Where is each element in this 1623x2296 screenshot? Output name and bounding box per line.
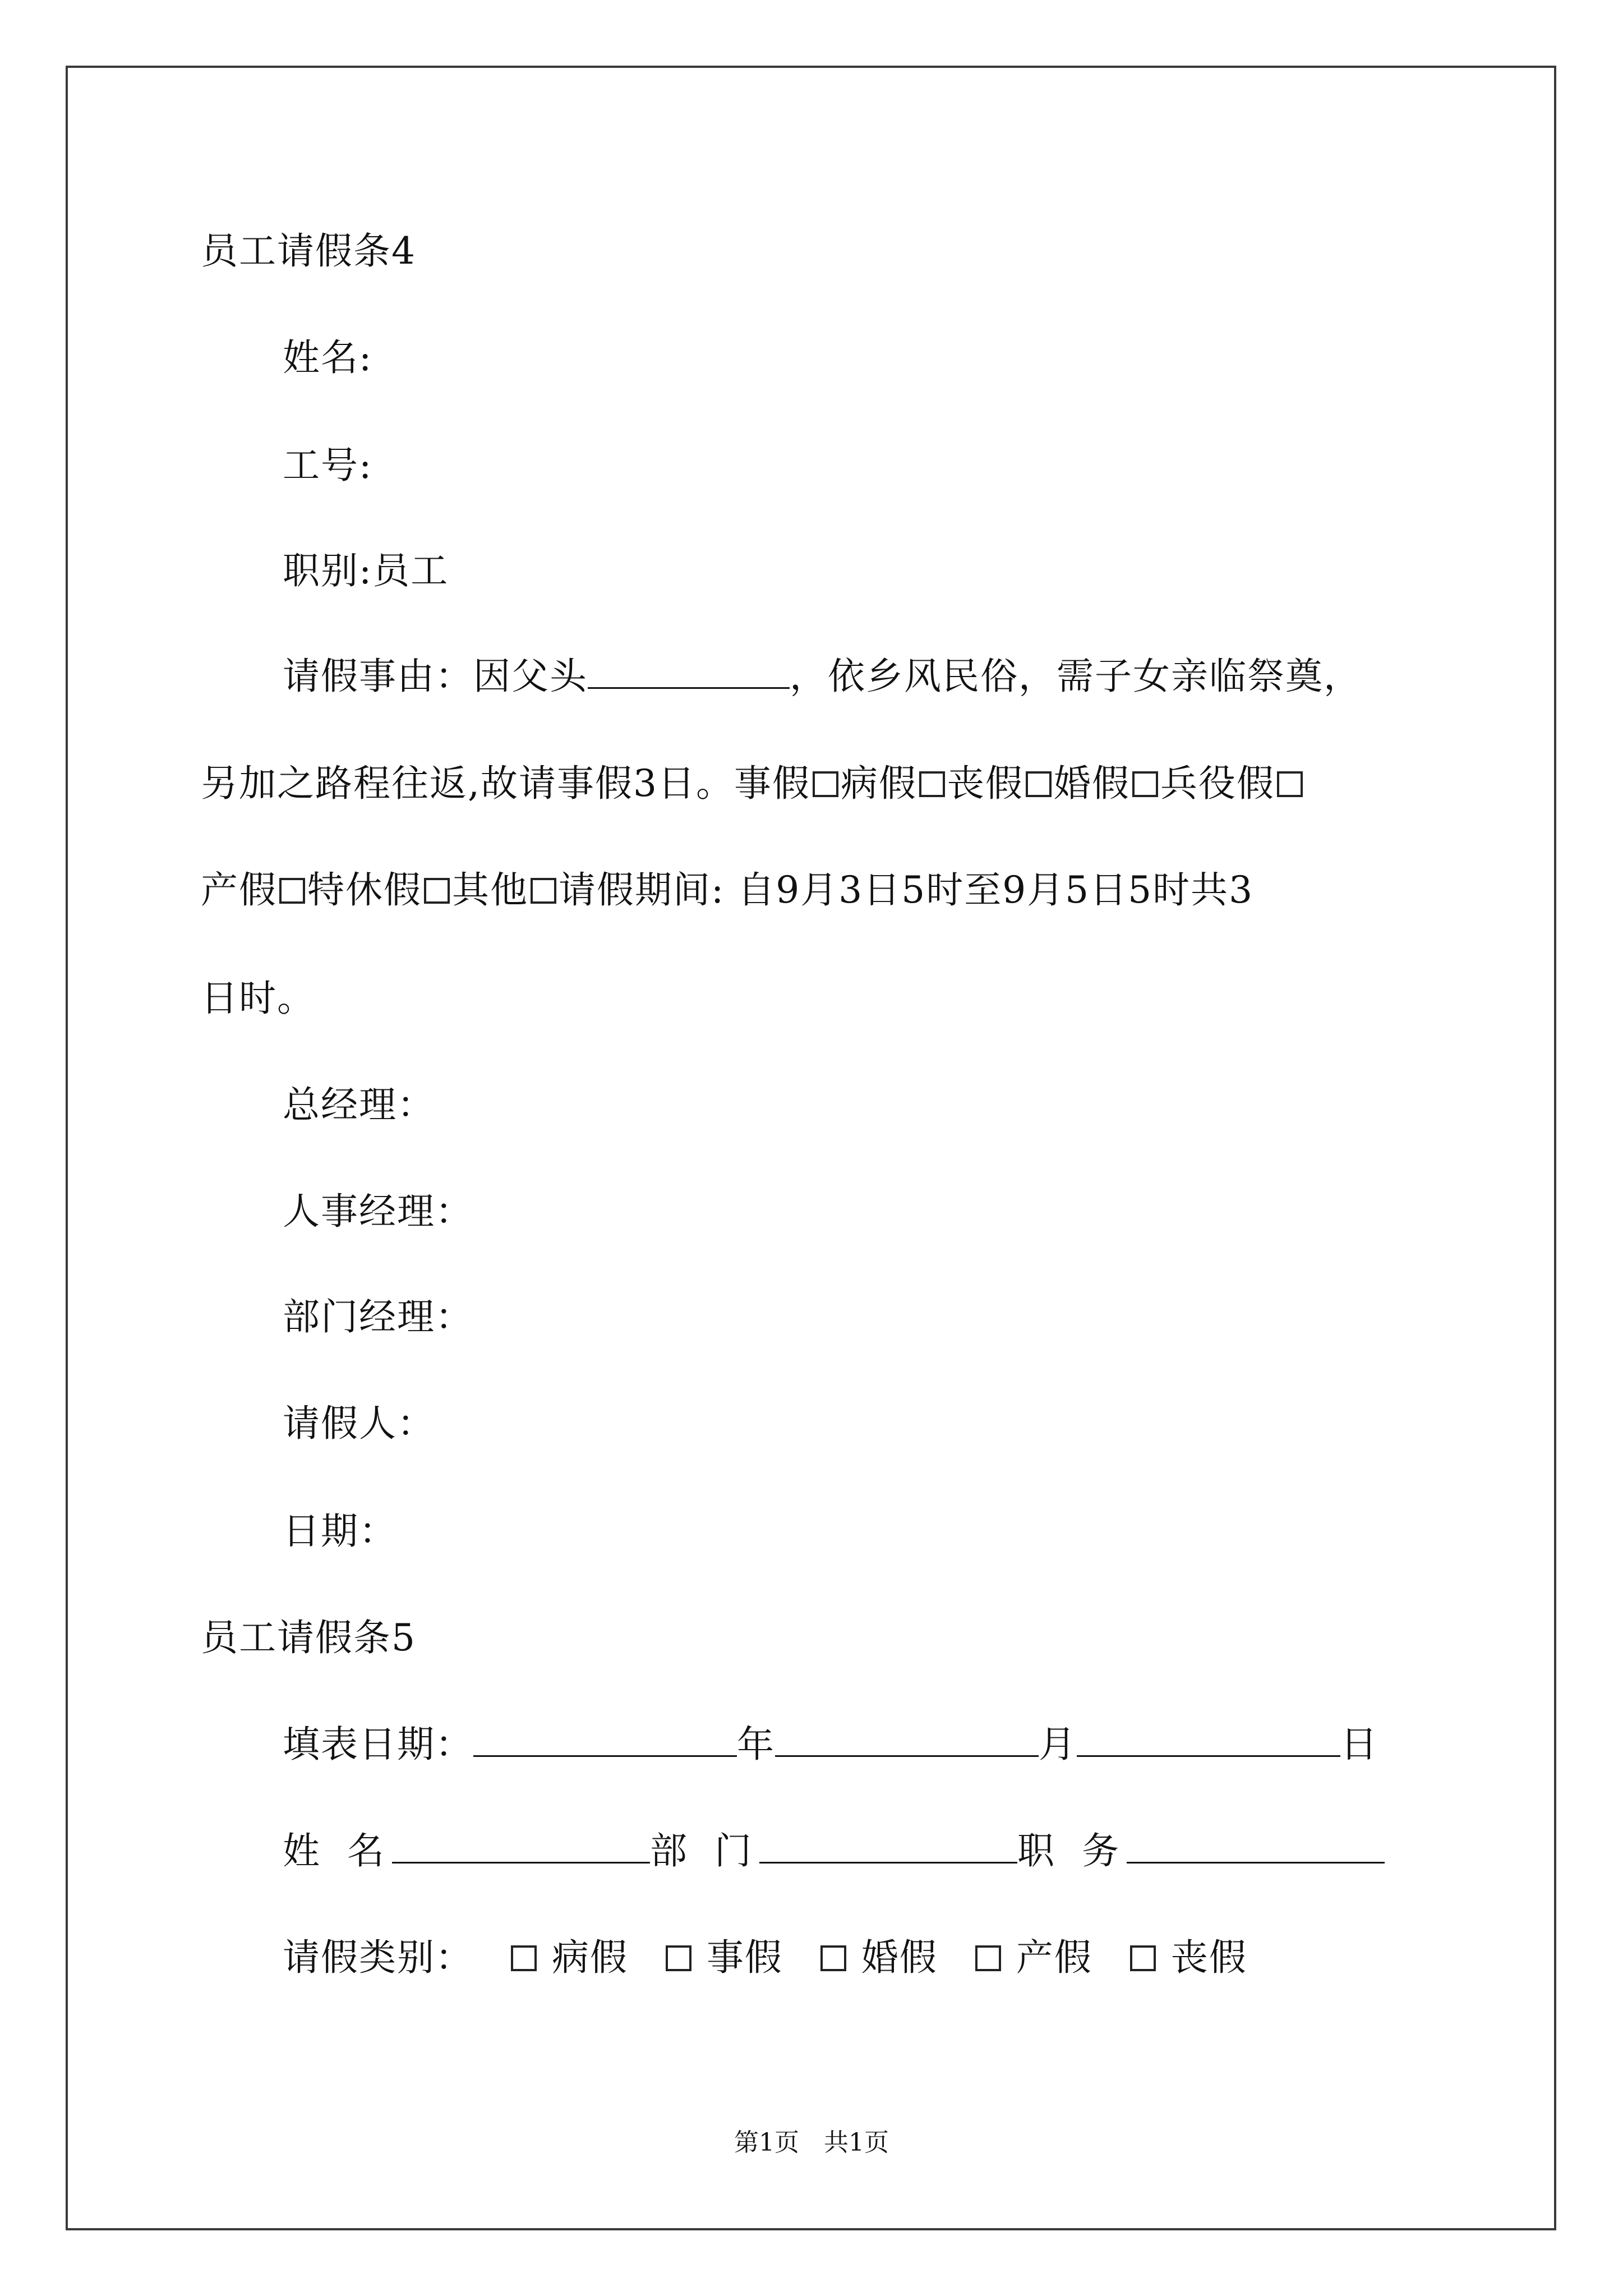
checkbox[interactable] [1132,771,1158,797]
checkbox[interactable] [666,1945,691,1971]
doc4-gm-label: 总经理： [283,1083,435,1126]
doc4-name-label: 姓名: [283,336,373,379]
month-blank[interactable] [775,1723,1039,1757]
leave-type-item: 丧假 [947,762,1054,805]
page-number: 第1页 [734,2128,799,2157]
reason-blank[interactable] [588,655,790,689]
doc4-date-label: 日期： [283,1510,397,1553]
leave-type-item: 特休假 [307,868,452,912]
doc5-title: 员工请假条5 [201,1616,416,1659]
page-total: 共1页 [824,2128,889,2157]
checkbox[interactable] [279,878,305,904]
category-item: 病假 [509,1936,628,1979]
dept-label: 部 门 [649,1829,759,1872]
doc4-id-label: 工号: [283,444,373,487]
checkbox[interactable] [1026,771,1052,797]
checkbox[interactable] [511,1945,537,1971]
leave-type-item: 病假 [841,762,947,805]
checkbox[interactable] [975,1945,1001,1971]
period-text: 请假期间: 自9月3日5时至9月5日5时共3 [559,868,1254,912]
doc5-info-line [283,1829,1385,1874]
doc4-position-label: 职别:员工 [283,549,449,592]
leave-type-item: 婚假 [1054,762,1160,805]
category-label: 请假类别： [283,1936,473,1979]
leave-type-item: 兵役假 [1160,762,1305,805]
category-item: 产假 [973,1936,1092,1979]
doc4-reason-line [283,654,1362,699]
name-label: 姓 名 [283,1829,392,1872]
checkbox[interactable] [424,878,450,904]
doc4-title: 员工请假条4 [201,229,416,273]
duty-label: 职 务 [1017,1829,1127,1872]
name-blank[interactable] [392,1829,650,1864]
doc5-fill-date-line [283,1722,1378,1767]
year-blank[interactable] [473,1723,737,1757]
doc4-applicant-label: 请假人： [283,1402,435,1445]
checkbox[interactable] [820,1945,846,1971]
doc4-leave-line3 [201,868,1253,913]
leave-type-item: 事假 [734,762,841,805]
doc4-dept-label: 部门经理： [283,1295,473,1338]
duty-blank[interactable] [1127,1829,1385,1864]
year-label: 年 [737,1723,775,1766]
month-label: 月 [1039,1723,1077,1766]
dept-blank[interactable] [759,1829,1017,1864]
doc4-reason-line2 [201,761,1305,806]
category-item: 丧假 [1128,1936,1247,1979]
page-footer [0,2127,1623,2159]
leave-type-item: 其他 [452,868,559,912]
checkbox[interactable] [919,771,945,797]
checkbox[interactable] [1130,1945,1156,1971]
checkbox[interactable] [813,771,838,797]
checkbox[interactable] [531,878,556,904]
day-blank[interactable] [1077,1723,1340,1757]
leave-type-item: 产假 [201,868,307,912]
doc4-period-end: 日时。 [201,977,315,1020]
fill-date-label: 填表日期： [283,1723,473,1766]
checkbox[interactable] [1277,771,1303,797]
category-item: 婚假 [818,1936,938,1979]
day-label: 日 [1340,1723,1378,1766]
doc5-category-line [283,1935,1247,1980]
page-border [66,66,1556,2230]
category-item: 事假 [663,1936,783,1979]
doc4-hr-label: 人事经理： [283,1190,473,1233]
reason-prefix: 请假事由：因父头 [283,655,588,698]
reason-rest: ，依乡风民俗，需子女亲临祭奠， [790,655,1362,698]
reason-line2-text: 另加之路程往返,故请事假3日。 [201,762,734,805]
